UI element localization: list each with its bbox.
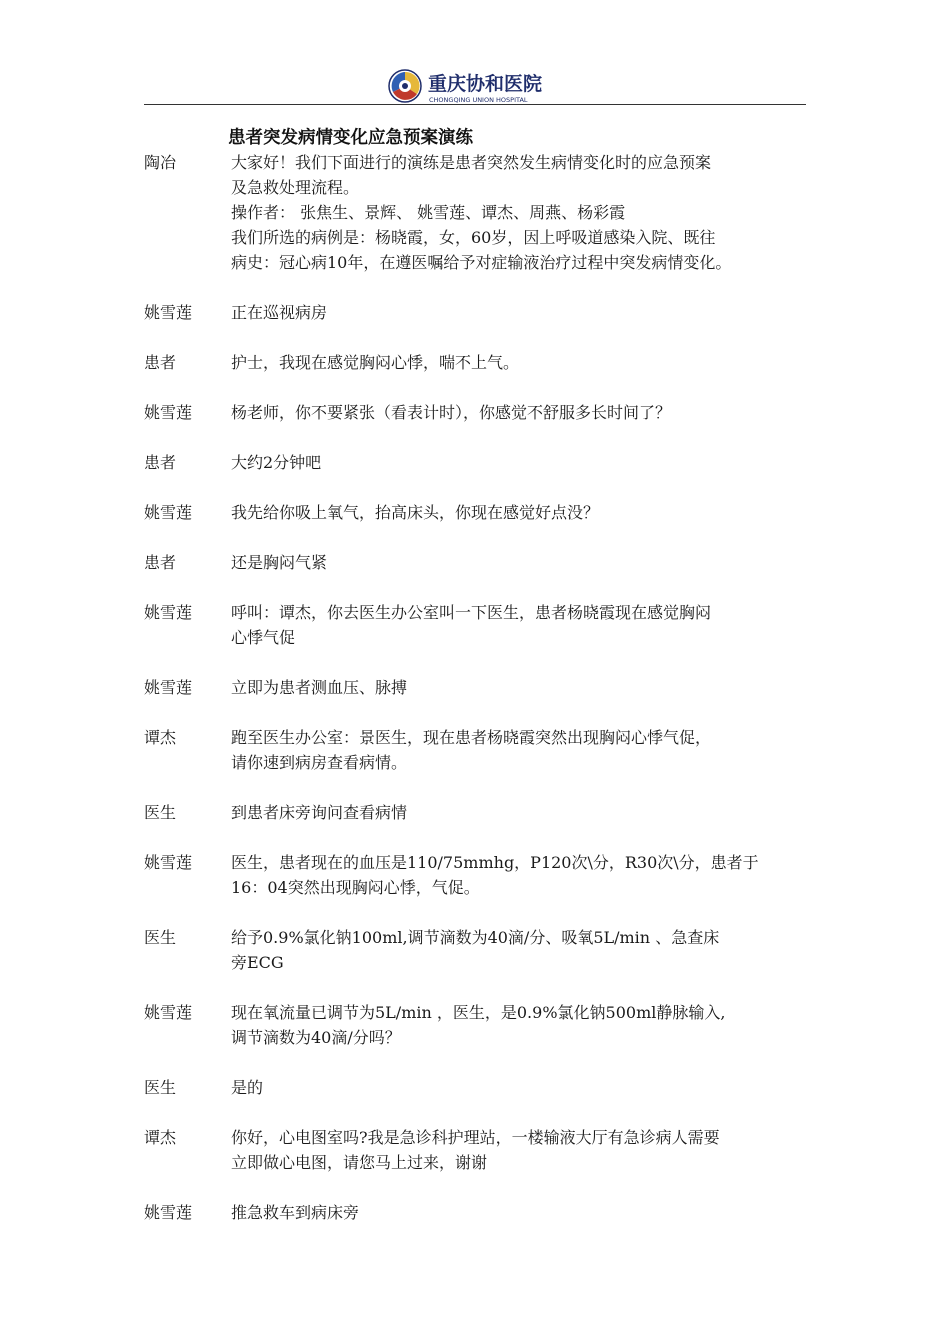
svg-text:重庆协和医院: 重庆协和医院 — [428, 73, 543, 95]
speech-line: 立即为患者测血压、脉搏 — [231, 678, 408, 697]
speaker-name: 谭杰 — [144, 728, 177, 747]
speaker-name: 姚雪莲 — [144, 1203, 193, 1222]
dialogue-entry — [144, 1125, 824, 1175]
dialogue-entry — [144, 800, 824, 825]
speaker-name: 姚雪莲 — [144, 1003, 193, 1022]
dialogue-entry — [144, 500, 824, 525]
speech-line: 调节滴数为40滴/分吗？ — [231, 1028, 401, 1047]
speech-line: 我先给你吸上氧气，抬高床头，你现在感觉好点没？ — [231, 503, 600, 522]
speech-text — [231, 150, 821, 275]
speech-line: 心悸气促 — [231, 628, 296, 647]
speaker-name: 姚雪莲 — [144, 853, 193, 872]
speaker-name: 患者 — [144, 453, 177, 472]
speech-line: 请你速到病房查看病情。 — [231, 753, 408, 772]
speech-text — [231, 450, 821, 475]
dialogue-entry — [144, 1075, 824, 1100]
speaker-name: 姚雪莲 — [144, 603, 193, 622]
svg-text:CHONGQING UNION HOSPITAL: CHONGQING UNION HOSPITAL — [429, 96, 528, 104]
dialogue-entry — [144, 300, 824, 325]
dialogue-entry — [144, 150, 824, 275]
speech-text — [231, 400, 821, 425]
speech-text — [231, 800, 821, 825]
speech-line: 我们所选的病例是：杨晓霞，女，60岁，因上呼吸道感染入院、既往 — [231, 228, 716, 247]
speech-line: 大家好！我们下面进行的演练是患者突然发生病情变化时的应急预案 — [231, 153, 712, 172]
speech-line: 16：04突然出现胸闷心悸，气促。 — [231, 878, 480, 897]
dialogue-entry — [144, 350, 824, 375]
page-header — [144, 62, 806, 108]
speech-line: 呼叫：谭杰，你去医生办公室叫一下医生，患者杨晓霞现在感觉胸闷 — [231, 603, 712, 622]
speech-line: 是的 — [231, 1078, 264, 1097]
speech-text — [231, 675, 821, 700]
speech-text — [231, 500, 821, 525]
speech-line: 现在氧流量已调节为5L/min ，医生，是0.9%氯化钠500ml静脉输入, — [231, 1003, 726, 1022]
speech-line: 到患者床旁询问查看病情 — [231, 803, 408, 822]
dialogue-entry — [144, 675, 824, 700]
speech-text — [231, 300, 821, 325]
speech-text — [231, 725, 821, 775]
speech-line: 正在巡视病房 — [231, 303, 328, 322]
speech-text — [231, 350, 821, 375]
dialogue-entry — [144, 400, 824, 425]
speech-line: 杨老师，你不要紧张（看表计时），你感觉不舒服多长时间了？ — [231, 403, 672, 422]
dialogue-entry — [144, 850, 824, 900]
speech-text — [231, 1125, 821, 1175]
speech-line: 旁ECG — [231, 953, 284, 972]
dialogue-entry — [144, 550, 824, 575]
speech-line: 护士，我现在感觉胸闷心悸，喘不上气。 — [231, 353, 520, 372]
speech-line: 推急救车到病床旁 — [231, 1203, 360, 1222]
dialogue-entry — [144, 725, 824, 775]
speech-line: 还是胸闷气紧 — [231, 553, 328, 572]
speech-line: 立即做心电图，请您马上过来，谢谢 — [231, 1153, 488, 1172]
speaker-name: 姚雪莲 — [144, 303, 193, 322]
dialogue-entry — [144, 600, 824, 650]
dialogue-entry — [144, 1000, 824, 1050]
dialogue-entry — [144, 450, 824, 475]
speaker-name: 患者 — [144, 553, 177, 572]
speech-line: 给予0.9%氯化钠100ml,调节滴数为40滴/分、吸氧5L/min 、急查床 — [231, 928, 720, 947]
speech-line: 医生，患者现在的血压是110/75mmhg，P120次\分，R30次\分，患者于 — [231, 853, 759, 872]
speech-text — [231, 850, 821, 900]
speech-text — [231, 1200, 821, 1225]
speaker-name: 姚雪莲 — [144, 678, 193, 697]
document-title: 患者突发病情变化应急预案演练 — [228, 128, 473, 148]
speech-line: 病史：冠心病10年，在遵医嘱给予对症输液治疗过程中突发病情变化。 — [231, 253, 732, 272]
speech-text — [231, 925, 821, 975]
speaker-name: 医生 — [144, 1078, 177, 1097]
speech-text — [231, 1075, 821, 1100]
speech-text — [231, 1000, 821, 1050]
hospital-logo — [388, 66, 568, 106]
speaker-name: 陶冶 — [144, 153, 177, 172]
speech-line: 你好，心电图室吗?我是急诊科护理站，一楼输液大厅有急诊病人需要 — [231, 1128, 720, 1147]
speaker-name: 谭杰 — [144, 1128, 177, 1147]
speech-line: 操作者： 张焦生、景辉、 姚雪莲、谭杰、周燕、杨彩霞 — [231, 203, 626, 222]
speaker-name: 患者 — [144, 353, 177, 372]
speech-line: 及急救处理流程。 — [231, 178, 360, 197]
speaker-name: 姚雪莲 — [144, 403, 193, 422]
dialogue-entry — [144, 1200, 824, 1225]
speech-line: 大约2分钟吧 — [231, 453, 322, 472]
dialogue-entry — [144, 925, 824, 975]
speaker-name: 医生 — [144, 928, 177, 947]
dialogue-list — [144, 150, 824, 1250]
speech-text — [231, 600, 821, 650]
speech-line: 跑至医生办公室：景医生，现在患者杨晓霞突然出现胸闷心悸气促， — [231, 728, 712, 747]
speaker-name: 医生 — [144, 803, 177, 822]
speech-text — [231, 550, 821, 575]
header-divider — [144, 104, 806, 105]
speaker-name: 姚雪莲 — [144, 503, 193, 522]
